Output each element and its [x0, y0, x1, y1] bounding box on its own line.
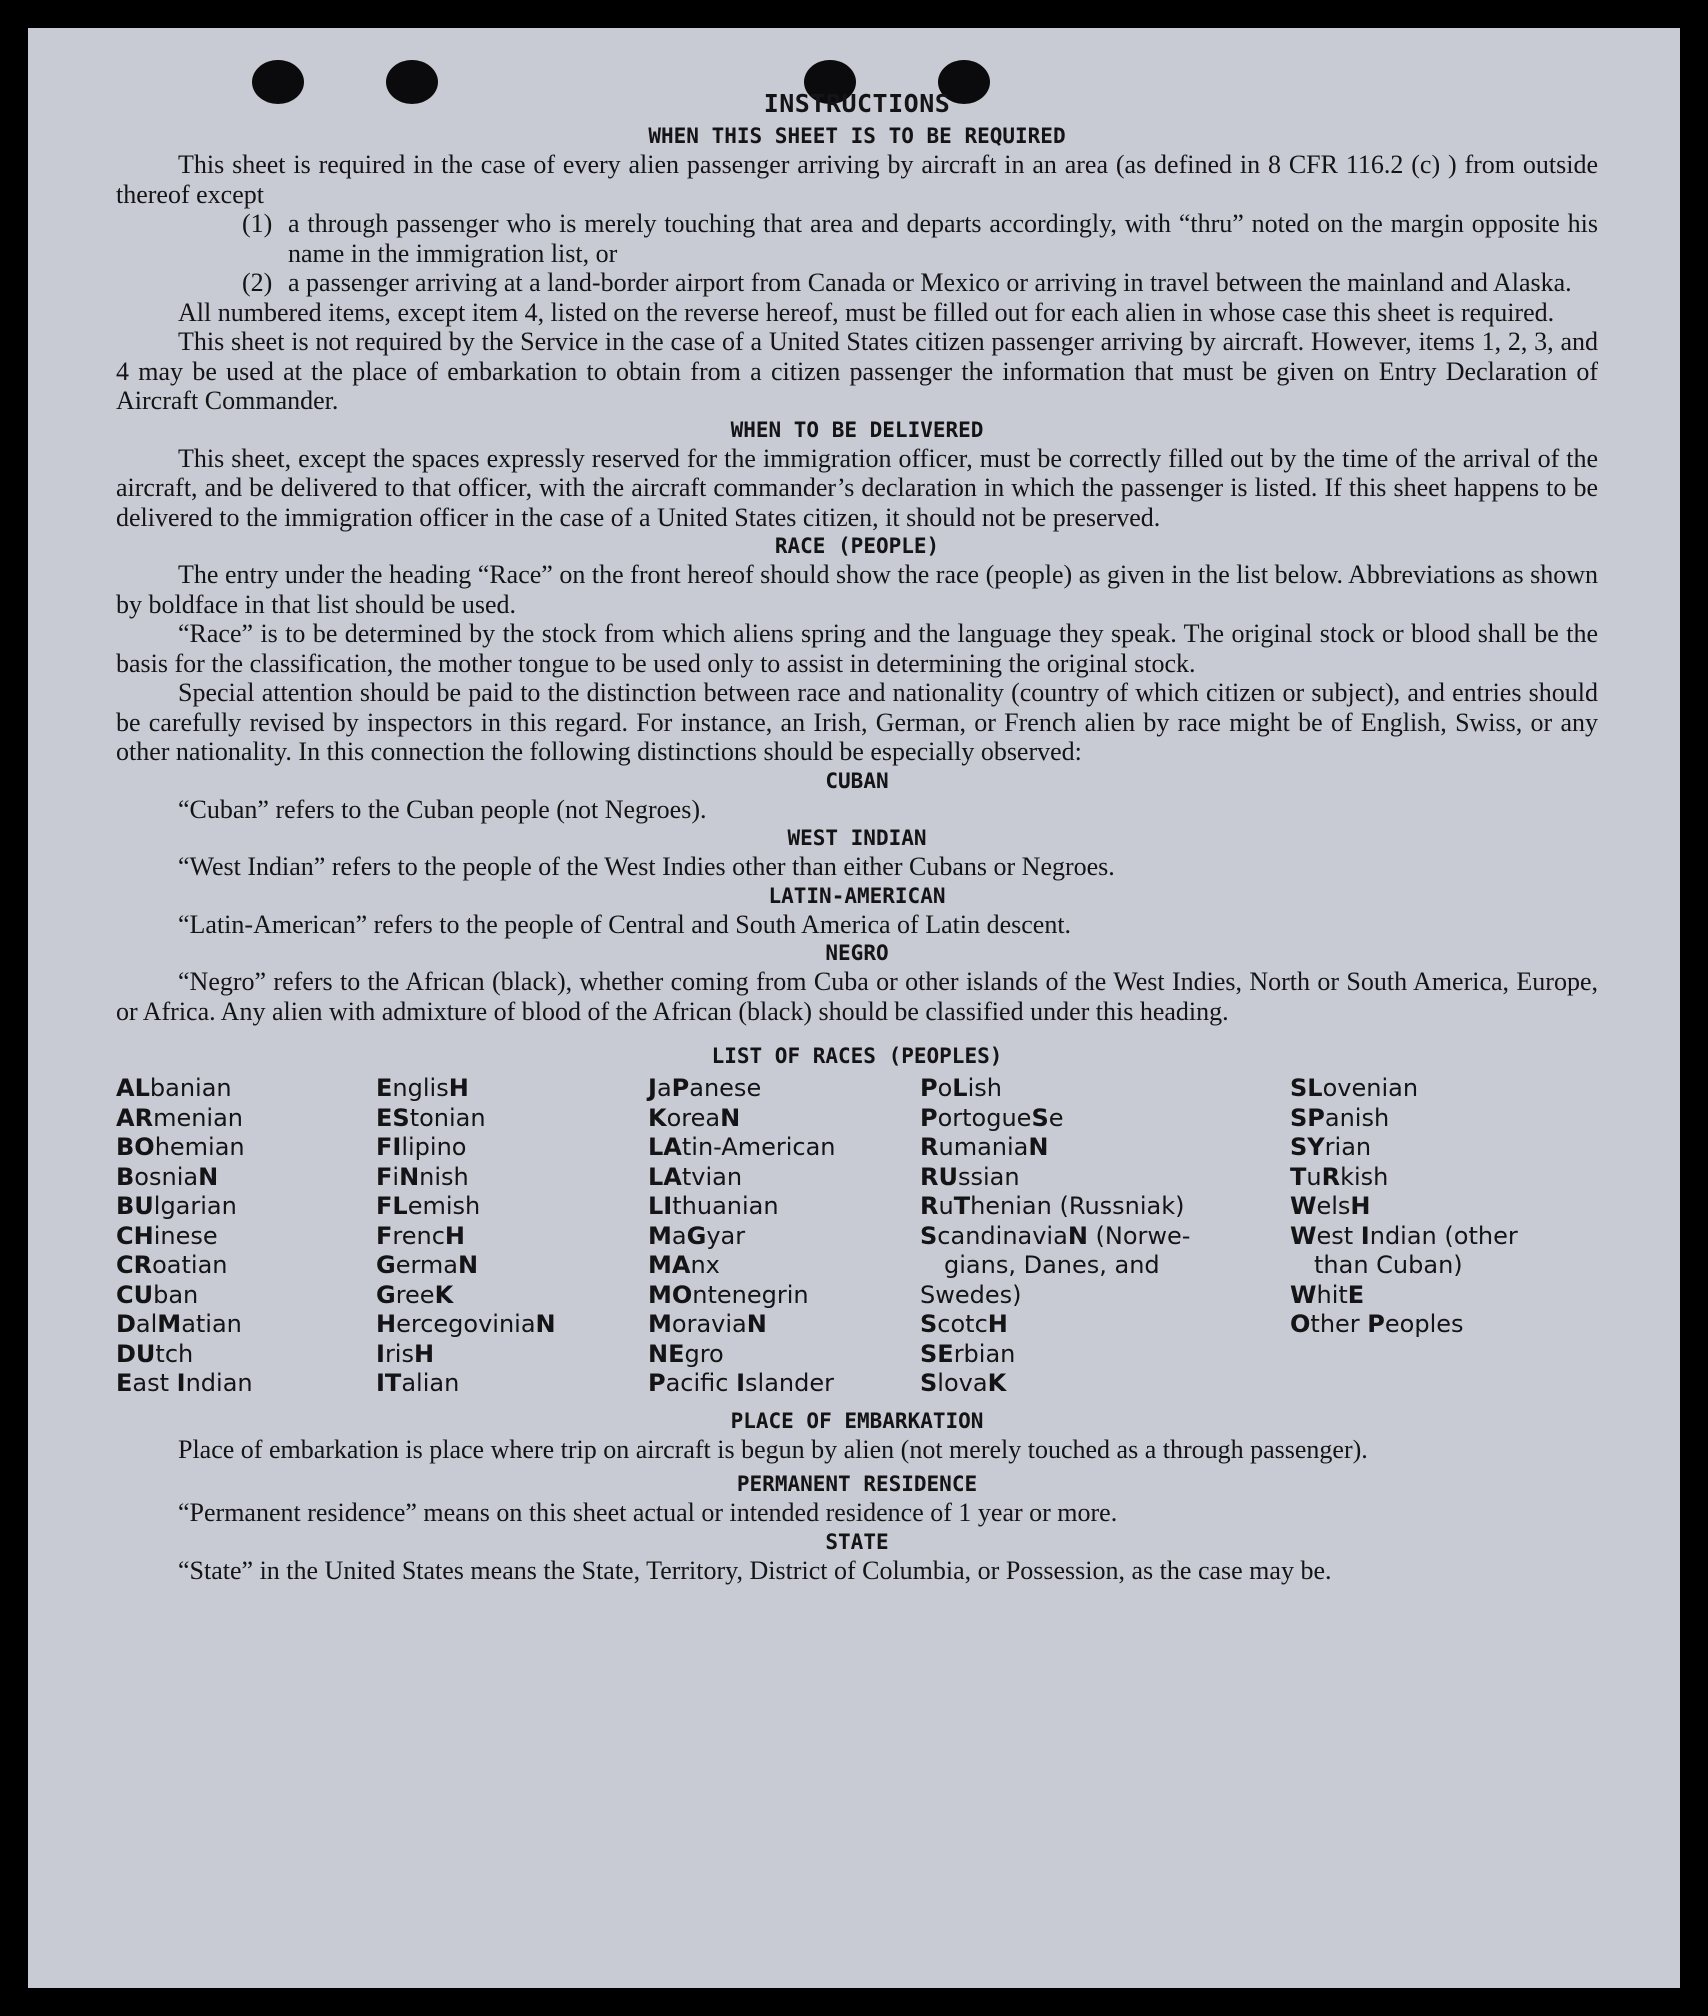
paragraph: This sheet is not required by the Service in the case of a United States citizen passenger arriving by aircraft. However, items 1, 2, 3, and 4 may be used at the place of embarkation to obtain from a citizen passenger the information that must be given on Entry Declaration of Aircraft Commander.	[116, 327, 1598, 415]
race-entry: RuThenian (Russniak)	[920, 1192, 1185, 1220]
paragraph: “Cuban” refers to the Cuban people (not Negroes).	[178, 794, 707, 824]
race-entry: LAtvian	[648, 1162, 743, 1191]
race-entry: BOhemian	[116, 1133, 245, 1161]
race-entry: ARmenian	[116, 1103, 244, 1132]
race-entry: East Indian	[116, 1369, 253, 1397]
race-entry: PortogueSe	[920, 1103, 1064, 1132]
section-heading: WHEN THIS SHEET IS TO BE REQUIRED	[648, 124, 1066, 148]
paragraph: “Latin-American” refers to the people of Central and South America of Latin descent.	[178, 909, 1072, 939]
section-heading: PERMANENT RESIDENCE	[736, 1472, 978, 1496]
race-entry: FLemish	[376, 1192, 481, 1220]
race-entry: GreeK	[376, 1280, 454, 1309]
race-column	[920, 1074, 1290, 1399]
race-entry: RumaniaN	[920, 1133, 1049, 1161]
race-entry: CRoatian	[116, 1251, 228, 1279]
paragraph: Special attention should be paid to the distinction between race and nationality (country of which citizen or subject), and entries should be carefully revised by inspectors in this regard. For instance, an Irish, German, or French alien by race might be of English, Swiss, or any other nationality. In this connection the following distinctions should be especially observed:	[116, 678, 1598, 766]
race-entry: DUtch	[116, 1339, 194, 1368]
race-entry: MAnx	[648, 1251, 720, 1279]
race-entry: MOntenegrin	[648, 1280, 809, 1309]
race-entry: LIthuanian	[648, 1192, 779, 1220]
race-entry: gians, Danes, and	[944, 1251, 1160, 1279]
race-entry: Swedes)	[920, 1280, 1022, 1309]
race-entry: HercegoviniaN	[376, 1310, 556, 1338]
paragraph: “Permanent residence” means on this sheet actual or intended residence of 1 year or more.	[178, 1498, 1118, 1527]
race-entry: than Cuban)	[1314, 1251, 1463, 1279]
item-text: a passenger arriving at a land-border airport from Canada or Mexico or arriving in travel between the mainland and Alaska.	[288, 268, 1572, 297]
paragraph: “Race” is to be determined by the stock from which aliens spring and the language they speak. The original stock or blood shall be the basis for the classification, the mother tongue to be used only to assist in determining the original stock.	[116, 619, 1598, 678]
section-heading: NEGRO	[825, 941, 889, 965]
race-entry: ALbanian	[116, 1074, 232, 1102]
race-column	[1290, 1074, 1590, 1399]
race-entry: WhitE	[1290, 1280, 1365, 1309]
race-entry: SlovaK	[920, 1369, 1007, 1397]
race-entry: KoreaN	[648, 1103, 741, 1132]
race-entry: CUban	[116, 1280, 199, 1309]
list-item	[242, 268, 1598, 298]
section-heading: LIST OF RACES (PEOPLES)	[711, 1044, 1003, 1068]
race-entry: BUlgarian	[116, 1192, 237, 1220]
race-entry: SErbian	[920, 1339, 1016, 1368]
race-entry: GermaN	[376, 1251, 479, 1279]
race-entry: MoraviaN	[648, 1310, 767, 1338]
race-column	[116, 1074, 376, 1399]
exception-list	[242, 209, 1598, 298]
race-entry: SPanish	[1290, 1103, 1390, 1132]
race-entry: EnglisH	[376, 1074, 469, 1102]
paragraph: All numbered items, except item 4, listed on the reverse hereof, must be filled out for each alien in whose case this sheet is required.	[178, 297, 1555, 327]
race-entry: WelsH	[1290, 1192, 1371, 1220]
instructions-content	[116, 86, 1598, 1585]
race-entry: West Indian (other	[1290, 1221, 1518, 1250]
paragraph: “State” in the United States means the State, Territory, District of Columbia, or Possession, as the case may be.	[178, 1555, 1332, 1585]
paragraph: Place of embarkation is place where trip on aircraft is begun by alien (not merely touched as a through passenger).	[178, 1434, 1368, 1464]
paragraph: “West Indian” refers to the people of the West Indies other than either Cubans or Negroes.	[178, 852, 1115, 881]
race-entry: CHinese	[116, 1221, 218, 1250]
race-entry: JaPanese	[648, 1074, 762, 1102]
section-heading: STATE	[825, 1529, 889, 1554]
race-entry: FrencH	[376, 1221, 466, 1250]
race-entry: Pacific Islander	[648, 1369, 835, 1397]
race-entry: LAtin-American	[648, 1133, 836, 1161]
list-item	[242, 209, 1598, 268]
document-sheet	[28, 28, 1680, 1988]
section-heading: RACE (PEOPLE)	[774, 534, 940, 558]
item-number: (1)	[242, 209, 273, 238]
race-entry: IrisH	[376, 1339, 435, 1368]
item-number: (2)	[242, 268, 273, 297]
paragraph: This sheet, except the spaces expressly reserved for the immigration officer, must be correctly filled out by the time of the arrival of the aircraft, and be delivered to that officer, with the aircraft commander’s declaration in which the passenger is listed. If this sheet happens to be delivered to the immigration officer in the case of a United States citizen, it should not be preserved.	[116, 443, 1598, 532]
race-entry: ScandinaviaN (Norwe-	[920, 1221, 1191, 1250]
page-title: INSTRUCTIONS	[763, 89, 951, 118]
race-entry: FIlipino	[376, 1133, 467, 1161]
item-text: a through passenger who is merely touching that area and departs accordingly, with “thru” noted on the margin opposite his name in the immigration list, or	[288, 209, 1598, 268]
race-entry: NEgro	[648, 1339, 724, 1368]
race-entry: BosniaN	[116, 1162, 219, 1191]
race-entry: SLovenian	[1290, 1074, 1419, 1102]
paragraph: “Negro” refers to the African (black), whether coming from Cuba or other islands of the West Indies, North or South America, Europe, or Africa. Any alien with admixture of blood of the African (black) should be classified under this heading.	[116, 967, 1598, 1026]
race-entry: SYrian	[1290, 1133, 1372, 1161]
race-entry: ScotcH	[920, 1310, 1008, 1338]
race-entry: ITalian	[376, 1369, 460, 1397]
race-entry: EStonian	[376, 1103, 486, 1132]
race-entry: Other Peoples	[1290, 1310, 1464, 1338]
section-heading: WEST INDIAN	[787, 826, 927, 850]
paragraph: This sheet is required in the case of every alien passenger arriving by aircraft in an area (as defined in 8 CFR 116.2 (c) ) from outside thereof except	[116, 150, 1598, 209]
race-entry: DalMatian	[116, 1310, 242, 1338]
section-heading: CUBAN	[825, 768, 889, 793]
race-column	[376, 1074, 648, 1399]
section-heading: WHEN TO BE DELIVERED	[730, 417, 984, 442]
race-column	[648, 1074, 920, 1399]
paragraph: The entry under the heading “Race” on the front hereof should show the race (people) as given in the list below. Abbreviations as shown by boldface in that list should be used.	[116, 560, 1598, 619]
race-entry: RUssian	[920, 1162, 1020, 1191]
race-entry: TuRkish	[1290, 1162, 1389, 1191]
race-list	[116, 1074, 1598, 1399]
race-entry: PoLish	[920, 1074, 1002, 1102]
race-entry: MaGyar	[648, 1221, 746, 1250]
section-heading: LATIN-AMERICAN	[768, 883, 946, 908]
race-entry: FiNnish	[376, 1162, 469, 1191]
section-heading: PLACE OF EMBARKATION	[730, 1408, 984, 1433]
